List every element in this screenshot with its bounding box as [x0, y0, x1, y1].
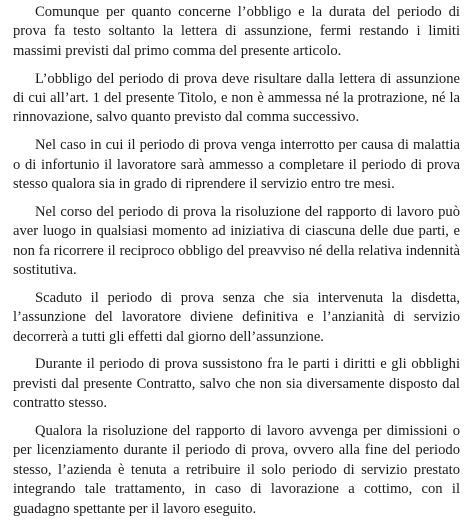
paragraph-resignation-dismissal: Qualora la risoluzione del rapporto di lavoro avvenga per dimissioni o per licenziamento durante il periodo di prova, ovvero alla fine del periodo stesso, l’azienda è tenuta a retribuire il solo periodo di servizio prestato integrando tale trattamento, in caso di lavorazione a cottimo, con il guadagno spettante per il lavoro eseguito. — [13, 423, 460, 517]
paragraph-illness-interruption: Nel caso in cui il periodo di prova venga interrotto per causa di malattia o di infortunio il lavoratore sarà ammesso a completare il periodo di prova stesso qualora sia in grado di riprendere il servizio entro tre mesi. — [13, 137, 460, 193]
paragraph-definitive-hiring: Scaduto il periodo di prova senza che sia intervenuta la disdetta, l’assunzione del lavoratore diviene definitiva e l’anzianità di servizio decorrerà a tutti gli effetti dal giorno dell’assunzione. — [13, 289, 460, 345]
paragraph-probation-obligation: L’obbligo del periodo di prova deve risultare dalla lettera di assunzione di cui all’art. 1 del presente Titolo, e non è ammessa né la protrazione, né la rinnovazione, salvo quanto previsto dal comma successivo. — [13, 70, 460, 126]
paragraph-termination-during-probation: Nel corso del periodo di prova la risoluzione del rapporto di lavoro può aver luogo in qualsiasi momento ad iniziativa di ciascuna delle due parti, e non fa ricorrere il reciproco obbligo del preavviso né della relativa indennità sostitutiva. — [13, 203, 460, 279]
paragraph-contract-letter: Comunque per quanto concerne l’obbligo e la durata del periodo di prova fa testo soltanto la lettera di assunzione, fermi restando i limiti massimi previsti dal primo comma del presente articolo. — [13, 4, 460, 59]
document-page — [13, 3, 460, 527]
paragraph-rights-obligations: Durante il periodo di prova sussistono fra le parti i diritti e gli obblighi previsti dal presente Contratto, salvo che non sia diversamente disposto dal contratto stesso. — [13, 356, 460, 412]
